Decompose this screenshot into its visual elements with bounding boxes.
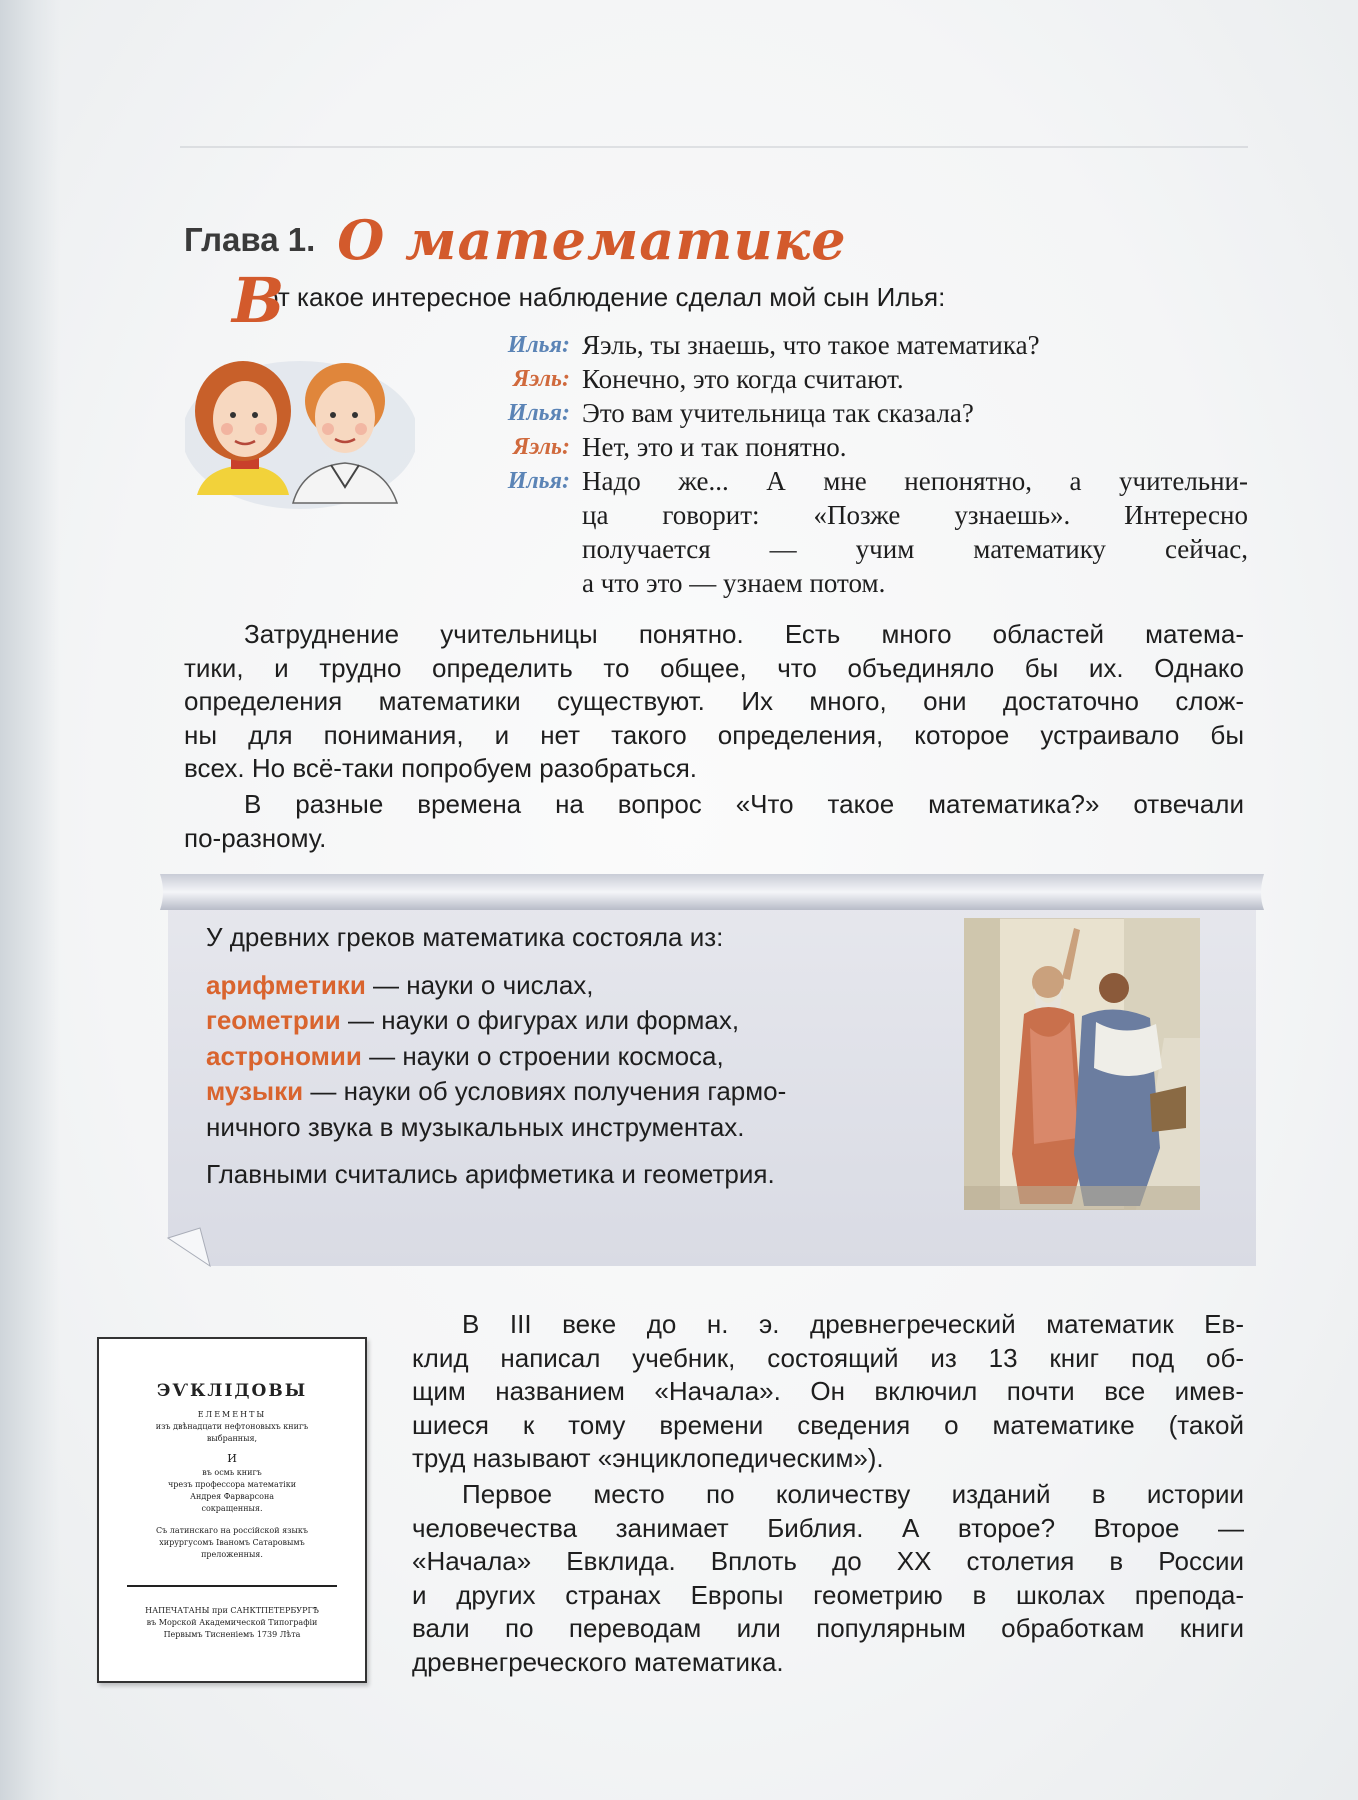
text-line: вали по переводам или популярным обработкам книги (412, 1613, 1244, 1644)
box-item (206, 1074, 786, 1110)
speaker-ilya: Илья: (507, 468, 570, 494)
reply-line: Это вам учительница так сказала? (582, 398, 974, 428)
book-line: изъ двѣнадцати нефтоновыхъ книгъ (155, 1422, 309, 1431)
book-line: ЕЛЕМЕНТЫ (197, 1410, 267, 1419)
text-line: «Начала» Евклида. Вплоть до XX столетия в России (412, 1546, 1244, 1577)
book-title: ЭѴКЛIДОВЫ (156, 1381, 308, 1401)
reply (582, 362, 1248, 396)
term-definition: — науки о строении космоса, (361, 1040, 724, 1071)
intro-text: от какое интересное наблюдение сделал мой сын Илья: (264, 282, 946, 312)
reply (582, 328, 1248, 362)
drop-cap: В (232, 264, 285, 337)
text-line: В разные времена на вопрос «Что такое математика?» отвечали (244, 789, 1244, 819)
dialogue-line (478, 362, 1248, 396)
box-item (206, 968, 786, 1004)
speaker-ilya: Илья: (507, 400, 570, 426)
reply (582, 396, 1248, 430)
speaker-yael: Яэль: (512, 434, 570, 460)
book-line: въ Морской Академической Типографiи (146, 1618, 318, 1627)
book-line: въ осмь книгъ (202, 1468, 262, 1477)
term-arithmetic: арифметики (206, 969, 366, 1000)
paragraph-times (184, 788, 1244, 855)
chapter-label: Глава 1. (184, 221, 316, 258)
book-spine-shadow (0, 0, 60, 1800)
paragraph-euclid (412, 1308, 1244, 1476)
reply-line: Конечно, это когда считают. (582, 364, 904, 394)
text-line: В III веке до н. э. древнегреческий математик Ев- (462, 1309, 1244, 1339)
text-line: по-разному. (184, 822, 327, 853)
reply-line: а что это — узнаем потом. (582, 568, 886, 598)
text-line: Первое место по количеству изданий в истории (462, 1479, 1244, 1509)
book-line: чрезъ профессора математiки (167, 1480, 297, 1489)
book-line: преложенныя. (201, 1550, 263, 1559)
reply-line: Яэль, ты знаешь, что такое математика? (582, 330, 1040, 360)
book-line: сокращенныя. (201, 1504, 263, 1513)
reply (582, 430, 1248, 464)
box-text (206, 920, 786, 1193)
book-rule (127, 1585, 337, 1587)
text-line: и других странах Европы геометрию в школах препода- (412, 1579, 1244, 1610)
box-conclusion: Главными считались арифметика и геометрия. (206, 1159, 775, 1189)
text-line: древнегреческого математика. (412, 1646, 784, 1677)
box-item (206, 1039, 786, 1075)
box-item (206, 1003, 786, 1039)
book-line: Андрея Фарварсона (189, 1492, 275, 1501)
plato-aristotle-painting (964, 918, 1200, 1210)
text-line: клид написал учебник, состоящий из 13 книг под об- (412, 1342, 1244, 1373)
text-line: определения математики существуют. Их много, они достаточно слож- (184, 686, 1244, 716)
reply (582, 464, 1248, 600)
term-music: музыки (206, 1076, 304, 1106)
paragraph-teacher (184, 618, 1244, 786)
speaker-ilya: Илья: (507, 332, 570, 358)
bleed-through-header (180, 120, 1248, 148)
text-line: ны для понимания, и нет такого определения, которое устраивало бы (184, 719, 1244, 750)
book-line: НАПЕЧАТАНЫ при САНКТПЕТЕРБУРГѢ (145, 1606, 319, 1615)
dialogue-line (478, 430, 1248, 464)
box-header: У древних греков математика состояла из: (206, 922, 724, 952)
book-line: И (227, 1452, 237, 1465)
euclid-title-page (97, 1337, 367, 1683)
paragraph-bible (412, 1478, 1244, 1680)
term-astronomy: астрономии (206, 1040, 362, 1071)
text-line: человечества занимает Библия. А второе? Второе — (412, 1512, 1244, 1543)
reply-line: Надо же... А мне непонятно, а учительни- (582, 466, 1248, 496)
dialogue-line (478, 396, 1248, 430)
reply-line: Нет, это и так понятно. (582, 432, 847, 462)
text-line: щим названием «Начала». Он включил почти все имев- (412, 1376, 1244, 1407)
dialogue-line (478, 328, 1248, 362)
term-definition: — науки об условиях получения гармо- (303, 1076, 787, 1106)
children-illustration (185, 355, 415, 510)
chapter-heading (184, 208, 847, 272)
text-line: Затруднение учительницы понятно. Есть много областей матема- (244, 619, 1244, 649)
dialogue-line (478, 464, 1248, 600)
dialogue (478, 328, 1248, 600)
book-line: Съ латинскаго на россiйской языкъ (156, 1526, 308, 1535)
reply-line: ца говорит: «Позже узнаешь». Интересно (582, 500, 1248, 530)
intro-sentence (232, 264, 946, 337)
box-item-continuation: ничного звука в музыкальных инструментах. (206, 1111, 745, 1142)
text-line: труд называют «энциклопедическим»). (412, 1443, 884, 1474)
book-line: хирургусомъ Iваномъ Сатаровымъ (159, 1538, 305, 1547)
text-line: тики, и трудно определить то общее, что объединяло бы их. Однако (184, 652, 1244, 683)
chapter-title: О математике (337, 208, 847, 272)
term-geometry: геометрии (206, 1005, 341, 1035)
term-definition: — науки о числах, (365, 969, 594, 1000)
text-line: шиеся к тому времени сведения о математике (такой (412, 1409, 1244, 1440)
speaker-yael: Яэль: (512, 366, 570, 392)
reply-line: получается — учим математику сейчас, (582, 534, 1248, 564)
book-line: выбранныя, (206, 1434, 258, 1443)
text-line: всех. Но всё-таки попробуем разобраться. (184, 753, 697, 783)
book-line: Первымъ Тисненiемъ 1739 Лѣта (163, 1630, 301, 1639)
term-definition: — науки о фигурах или формах, (340, 1005, 740, 1035)
